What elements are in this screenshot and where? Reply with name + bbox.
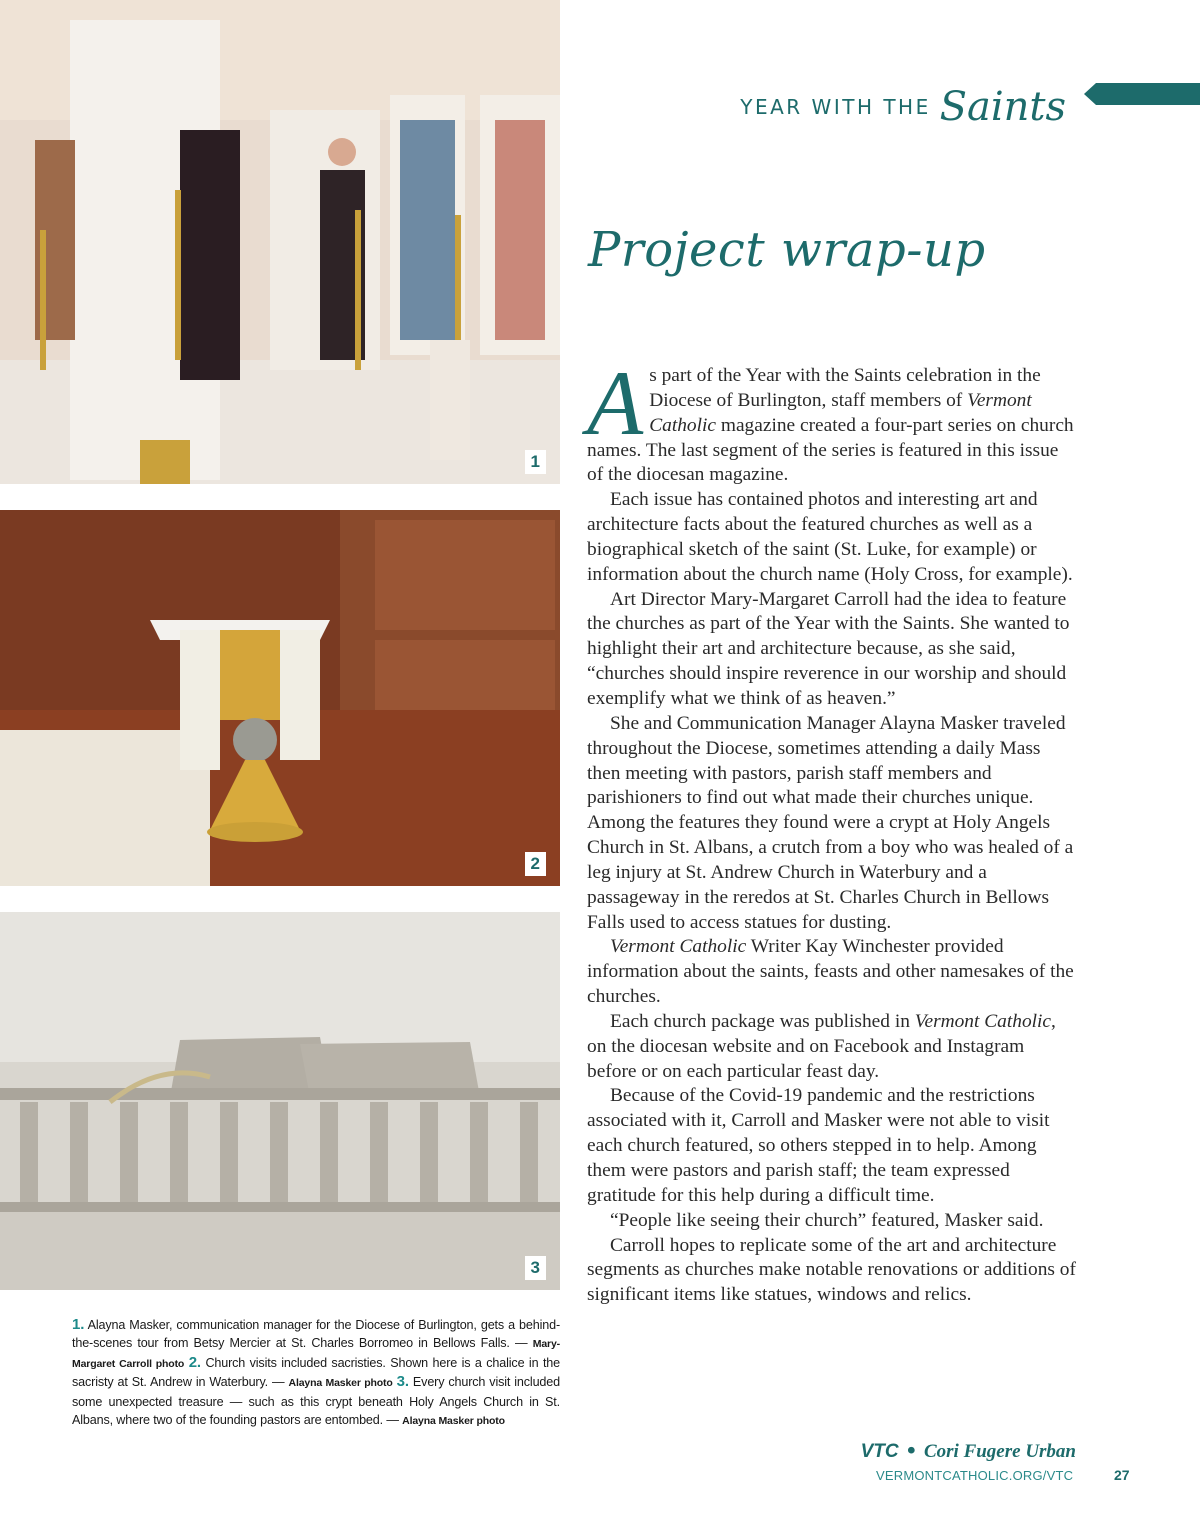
caption-text: Church visits included sacristies. Shown here is a chalice in the sacristy at St. Andrew in Waterbury. — <box>72 1355 560 1390</box>
caption-number: 2. <box>188 1353 201 1371</box>
caption-number: 3. <box>396 1373 409 1391</box>
photo-caption <box>72 1316 560 1430</box>
caption-text: Every church visit included some unexpected treasure — such as this crypt beneath Holy Angels Church in St. Albans, where two of the founding pastors are entombed. — <box>72 1375 560 1428</box>
publication-name: Vermont Catholic <box>649 389 1032 436</box>
section-kicker <box>740 78 1066 130</box>
section-header <box>740 70 1200 130</box>
caption-text: Alayna Masker, communication manager for the Diocese of Burlington, gets a behind-the-scenes tour from Betsy Mercier at St. Charles Borromeo in Bellows Falls. — <box>72 1318 561 1351</box>
caption-number: 1. <box>72 1316 85 1333</box>
photo-number: 2 <box>525 852 546 876</box>
article-body <box>587 352 1077 1308</box>
photo-number: 3 <box>525 1256 546 1280</box>
footer-url[interactable]: VERMONTCATHOLIC.ORG/VTC <box>876 1468 1074 1483</box>
paragraph: Art Director Mary-Margaret Carroll had the idea to feature the churches as part of the Year with the Saints. She wanted to highlight their art and architecture because, as she said, “churches should inspire reverence in our worship and should exemplify what we think of as heaven.” <box>587 588 1070 709</box>
photo-credit: Alayna Masker photo <box>288 1377 393 1390</box>
text: Writer Kay Winchester provided information about the saints, feasts and other namesakes of the churches. <box>587 936 1074 1008</box>
paragraph <box>587 352 1077 488</box>
photo-altar <box>0 0 560 484</box>
byline <box>861 1440 1076 1463</box>
paragraph: “People like seeing their church” featured, Masker said. <box>610 1209 1044 1231</box>
altar-image <box>0 0 560 484</box>
text: s part of the Year with the Saints celebration in the Diocese of Burlington, staff members of <box>649 365 1041 411</box>
photo-crypt <box>0 912 560 1290</box>
paragraph: She and Communication Manager Alayna Masker traveled throughout the Diocese, sometimes attending a daily Mass then meeting with pastors, parish staff members and parishioners to find out what made their churches unique. Among the features they found were a crypt at Holy Angels Church in St. Albans, a crutch from a boy who was healed of a leg injury at St. Andrew Church in Waterbury and a passageway in the reredos at St. Charles Church in Bellows Falls used to access statues for dusting. <box>587 712 1074 933</box>
paragraph: Because of the Covid-19 pandemic and the restrictions associated with it, Carroll and Masker were not able to visit each church featured, so others stepped in to help. Among them were pastors and parish staff; the team expressed gratitude for this help during a difficult time. <box>587 1085 1050 1206</box>
photo-credit: Mary-Margaret Carroll photo <box>72 1338 560 1370</box>
photo-credit: Alayna Masker photo <box>402 1415 505 1428</box>
byline-author: Cori Fugere Urban <box>923 1441 1076 1462</box>
text: Each church package was published in <box>610 1010 910 1032</box>
text: magazine created a four-part series on church names. The last segment of the series is featured in this issue of the diocesan magazine. <box>587 414 1074 486</box>
publication-name: Vermont Catholic <box>610 936 747 958</box>
byline-vtc: VTC <box>860 1441 899 1462</box>
header-ribbon <box>1084 83 1200 105</box>
paragraph <box>587 1010 1077 1085</box>
chalice-image <box>0 510 560 886</box>
article-title: Project wrap-up <box>588 222 986 278</box>
crypt-image <box>0 912 560 1290</box>
kicker-saints: Saints <box>939 84 1066 130</box>
text: , on the diocesan website and on Facebook and Instagram before or on each particular feast day. <box>587 1010 1056 1082</box>
publication-name: Vermont Catholic <box>914 1010 1052 1032</box>
paragraph <box>587 935 1077 1010</box>
paragraph: Each issue has contained photos and interesting art and architecture facts about the featured churches as well as a biographical sketch of the saint (St. Luke, for example) or information about the church name (Holy Cross, for example). <box>587 489 1073 585</box>
page-number: 27 <box>1114 1467 1130 1483</box>
photo-number: 1 <box>525 450 546 474</box>
drop-cap: A <box>587 352 644 454</box>
paragraph: Carroll hopes to replicate some of the art and architecture segments as churches make notable renovations or additions of significant items like statues, windows and relics. <box>587 1234 1076 1306</box>
byline-separator: • <box>905 1440 918 1462</box>
photo-chalice <box>0 510 560 886</box>
kicker-text: YEAR WITH THE <box>740 95 931 119</box>
